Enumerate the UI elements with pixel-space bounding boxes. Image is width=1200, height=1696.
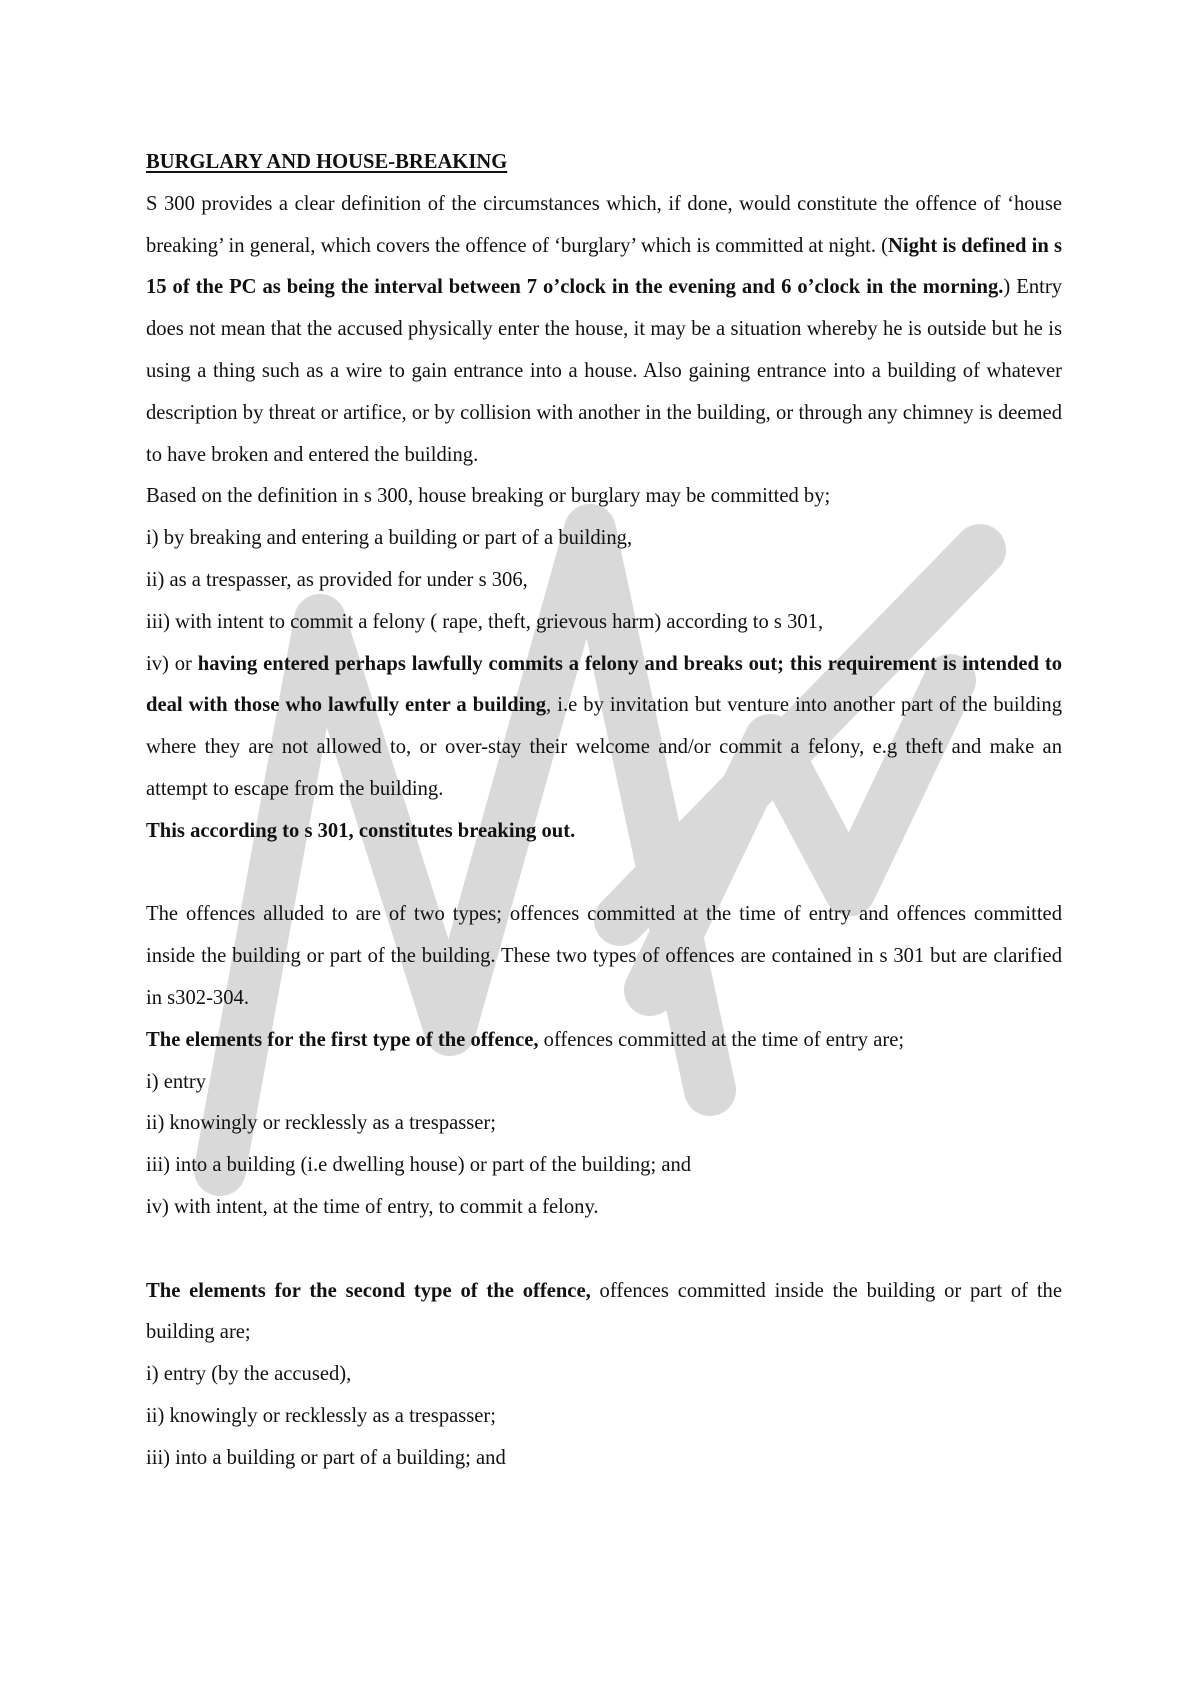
list-item: ii) as a trespasser, as provided for under s 306, [146, 568, 528, 591]
intro-text-2: ) Entry does not mean that the accused physically enter the house, it may be a situation whereby he is outside but he is using a thing such as a wire to gain entrance into a house. Also gaining entrance into a building of whatever description by threat or artifice, or by collision with another in the building, or through any chimney is deemed to have broken and entered the building. [146, 276, 1062, 466]
list-item: i) entry (by the accused), [146, 1363, 352, 1386]
second-type-heading: The elements for the second type of the offence, offences committed inside the building or part of the building are; [146, 1279, 1062, 1344]
paragraph-gap [146, 853, 1062, 895]
offence-types-paragraph: The offences alluded to are of two types; offences committed at the time of entry and offences committed inside the building or part of the building. These two types of offences are contained in s 301 but are clarified in s302-304. [146, 903, 1062, 1009]
intro-paragraph [146, 184, 1062, 477]
breaking-out-statement: This according to s 301, constitutes breaking out. [146, 819, 576, 842]
definition-lead: Based on the definition in s 300, house breaking or burglary may be committed by; [146, 485, 831, 508]
list-item: ii) knowingly or recklessly as a trespasser; [146, 1112, 497, 1135]
list-item: ii) knowingly or recklessly as a trespasser; [146, 1404, 497, 1427]
list-item [146, 644, 1062, 811]
night-definition: Night is defined in s 15 of the PC as being the interval between 7 o’clock in the evening and 6 o’clock in the morning. [146, 234, 1062, 299]
list-item-rest: , i.e by invitation but venture into another part of the building where they are not allowed to, or over-stay their welcome and/or commit a felony, e.g theft and make an attempt to escape from the building. [146, 694, 1062, 800]
first-type-heading: The elements for the first type of the offence, offences committed at the time of entry are; [146, 1028, 905, 1051]
list-item: i) entry [146, 1070, 207, 1093]
list-item: iii) with intent to commit a felony ( rape, theft, grievous harm) according to s 301, [146, 610, 824, 633]
breaks-out-requirement: having entered perhaps lawfully commits a felony and breaks out; this requirement is intended to deal with those who lawfully enter a building [146, 652, 1062, 717]
list-item: iii) into a building (i.e dwelling house) or part of the building; and [146, 1154, 692, 1177]
list-item: i) by breaking and entering a building or part of a building, [146, 527, 633, 550]
intro-text-1: S 300 provides a clear definition of the circumstances which, if done, would constitute the offence of ‘house breaking’ in general, which covers the offence of ‘burglary’ which is committed at night. ( [146, 192, 1062, 257]
list-item-prefix: iv) or [146, 652, 198, 675]
page-title: BURGLARY AND HOUSE-BREAKING [146, 151, 508, 173]
document-body [146, 142, 1062, 1480]
list-item: iv) with intent, at the time of entry, to commit a felony. [146, 1195, 599, 1218]
paragraph-gap [146, 1229, 1062, 1271]
list-item: iii) into a building or part of a building; and [146, 1446, 506, 1469]
